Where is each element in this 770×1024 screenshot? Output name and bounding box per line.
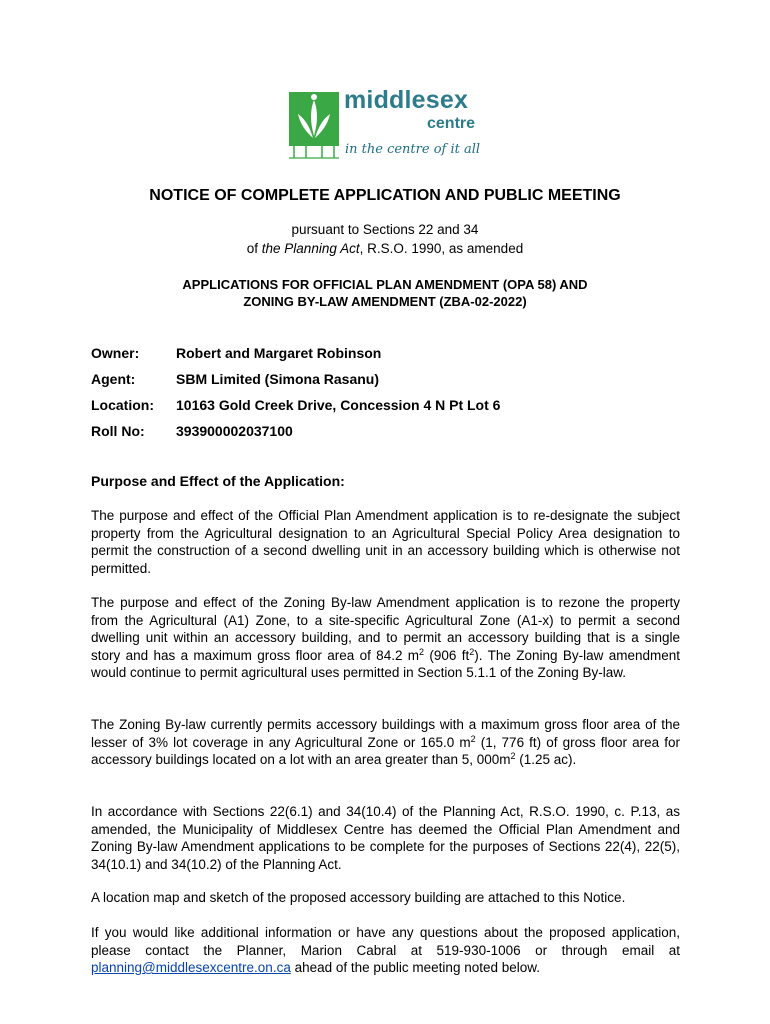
logo-wordmark: middlesex: [344, 86, 469, 114]
zoning-text-c: (1.25 ac).: [515, 752, 577, 767]
zoning-sup-2: 2: [510, 751, 516, 761]
roll-label: Roll No:: [91, 423, 145, 439]
zba-text-b: (906 ft: [424, 647, 470, 663]
applications-heading-line2: ZONING BY-LAW AMENDMENT (ZBA-02-2022): [243, 294, 527, 309]
act-suffix: , R.S.O. 1990, as amended: [359, 241, 524, 256]
planning-email-link[interactable]: planning@middlesexcentre.on.ca: [91, 960, 291, 975]
paragraph-zba: [91, 594, 680, 682]
zba-sup-2: 2: [469, 646, 475, 657]
zoning-sup-1: 2: [470, 733, 476, 744]
owner-value: Robert and Margaret Robinson: [176, 345, 382, 361]
municipality-logo: [288, 86, 488, 162]
zoning-text-b: (1, 776 ft) of gross floor area for accessory buildings located on a lot with an area greater than 5, 000m: [91, 734, 680, 767]
act-prefix: of: [246, 241, 262, 256]
agent-label: Agent:: [91, 371, 136, 387]
applications-heading-line1: APPLICATIONS FOR OFFICIAL PLAN AMENDMENT (OPA 58) AND: [182, 277, 588, 292]
owner-label: Owner:: [91, 345, 140, 361]
logo-centre-text: centre: [427, 115, 476, 132]
location-value: 10163 Gold Creek Drive, Concession 4 N Pt Lot 6: [176, 397, 501, 413]
roll-value: 393900002037100: [176, 423, 293, 439]
paragraph-contact: [91, 924, 680, 977]
paragraph-current-zoning: [91, 716, 680, 769]
zoning-text-a: The Zoning By-law currently permits accessory buildings with a maximum gross floor area of the lesser of 3% lot coverage in any Agricultural Zone or 165.0 m: [91, 717, 680, 750]
paragraph-opa: The purpose and effect of the Official Plan Amendment application is to re-designate the subject property from the Agricultural designation to an Agricultural Special Policy Area designation to permit the construction of a second dwelling unit in an accessory building which is otherwise not permitted.: [91, 508, 680, 576]
notice-title: NOTICE OF COMPLETE APPLICATION AND PUBLIC MEETING: [149, 187, 621, 204]
logo-tagline: in the centre of it all: [345, 142, 481, 157]
paragraph-attachments: A location map and sketch of the proposed accessory building are attached to this Notice.: [91, 890, 626, 905]
agent-value: SBM Limited (Simona Rasanu): [176, 371, 380, 387]
location-label: Location:: [91, 397, 154, 413]
act-name: the Planning Act: [261, 241, 360, 256]
contact-text-a: If you would like additional information or have any questions about the proposed application, please contact the Planner, Marion Cabral at 519-930-1006 or through email at: [91, 925, 680, 958]
contact-text-b: ahead of the public meeting noted below.: [290, 960, 541, 975]
pursuant-line: pursuant to Sections 22 and 34: [291, 222, 479, 237]
zba-text-c: ). The Zoning By-law amendment would continue to permit agricultural uses permitted in Section 5.1.1 of the Zoning By-law.: [91, 647, 681, 680]
paragraph-complete-application: In accordance with Sections 22(6.1) and 34(10.4) of the Planning Act, R.S.O. 1990, c. P.13, as amended, the Municipality of Middlesex Centre has deemed the Official Plan Amendment and Zoning By-law Amendment applications to be complete for the purposes of Sections 22(4), 22(5), 34(10.1) and 34(10.2) of the Planning Act.: [91, 804, 680, 872]
planning-act-line: [0, 241, 770, 256]
zba-sup-1: 2: [419, 646, 425, 657]
zba-text-a: The purpose and effect of the Zoning By-law Amendment application is to rezone the property from the Agricultural (A1) Zone, to a site-specific Agricultural Zone (A1-x) to permit a second dwelling unit within an accessory building, and to permit an accessory building that is a single story and has a maximum gross floor area of 84.2 m: [91, 595, 680, 663]
logo-emblem-icon: [288, 92, 340, 160]
purpose-heading: Purpose and Effect of the Application:: [91, 473, 345, 489]
